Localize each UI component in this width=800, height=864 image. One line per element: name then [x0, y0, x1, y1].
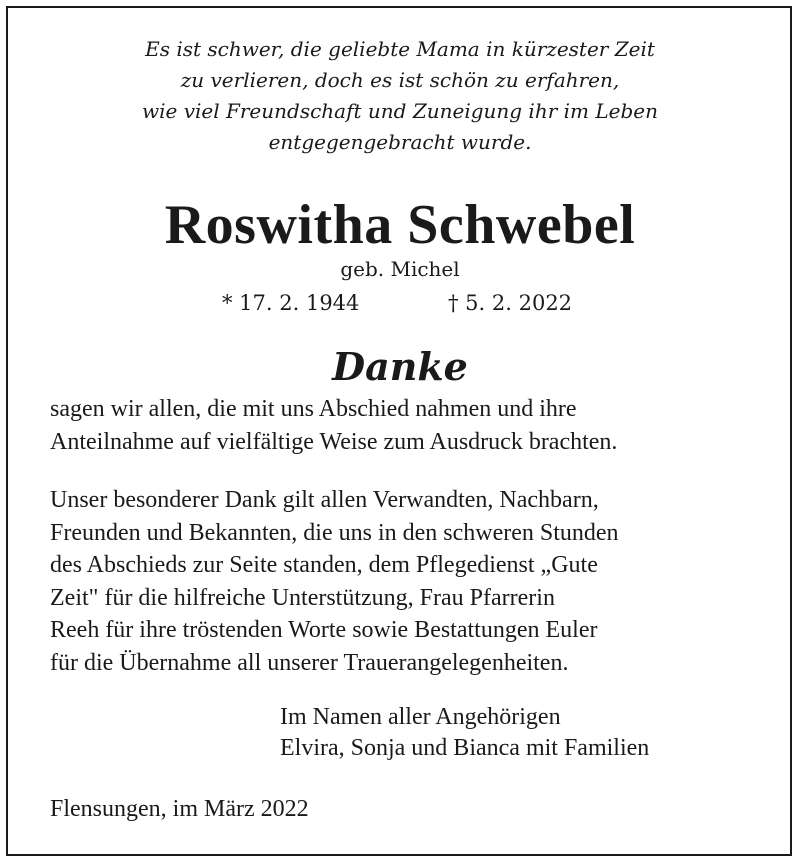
motto-line: entgegengebracht wurde. — [268, 130, 532, 154]
paragraph-line: des Abschieds zur Seite standen, dem Pflegedienst „Gute — [50, 552, 598, 578]
motto-quote — [0, 34, 800, 158]
motto-line: Es ist schwer, die geliebte Mama in kürzester Zeit — [145, 37, 655, 61]
motto-line: zu verlieren, doch es ist schön zu erfahren, — [180, 68, 620, 92]
signature-block — [280, 702, 649, 764]
signature-names: Elvira, Sonja und Bianca mit Familien — [280, 735, 650, 761]
paragraph-line: Zeit" für die hilfreiche Unterstützung, Frau Pfarrerin — [50, 584, 555, 611]
paragraph-line: sagen wir allen, die mit uns Abschied nahmen und ihre — [50, 396, 577, 422]
deceased-name: Roswitha Schwebel — [164, 194, 636, 256]
paragraph-line: Freunden und Bekannten, die uns in den schweren Stunden — [50, 519, 619, 546]
paragraph-line: für die Übernahme all unserer Trauerangelegenheiten. — [50, 649, 569, 676]
thanks-paragraph-intro — [50, 393, 760, 458]
birth-date: * 17. 2. 1944 — [222, 291, 360, 315]
thanks-paragraph-special — [50, 484, 760, 679]
paragraph-line: Unser besonderer Dank gilt allen Verwandten, Nachbarn, — [50, 487, 599, 513]
motto-line: wie viel Freundschaft und Zuneigung ihr im Leben — [142, 99, 658, 123]
death-date: † 5. 2. 2022 — [448, 291, 573, 315]
paragraph-line: Reeh für ihre tröstenden Worte sowie Bestattungen Euler — [50, 617, 598, 643]
thanks-heading: Danke — [332, 344, 468, 389]
paragraph-line: Anteilnahme auf vielfältige Weise zum Ausdruck brachten. — [50, 428, 618, 455]
place-and-date: Flensungen, im März 2022 — [50, 796, 309, 822]
maiden-name: geb. Michel — [340, 257, 460, 281]
signature-line: Im Namen aller Angehörigen — [280, 704, 561, 730]
